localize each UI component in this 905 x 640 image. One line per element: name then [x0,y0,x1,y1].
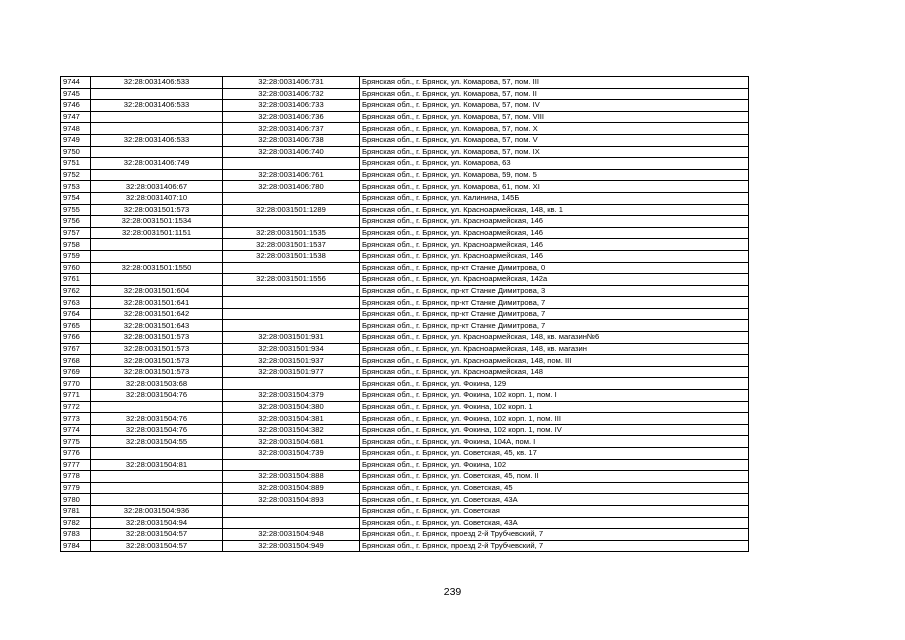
table-row [61,471,749,483]
address-cell: Брянская обл., г. Брянск, ул. Фокина, 104А, пом. I [360,436,749,448]
row-number-cell: 9754 [61,192,91,204]
row-number-cell: 9781 [61,505,91,517]
address-cell: Брянская обл., г. Брянск, ул. Красноармейская, 148, кв. магазин№6 [360,332,749,344]
object-number-cell: 32:28:0031406:736 [223,111,360,123]
object-number-cell: 32:28:0031406:732 [223,88,360,100]
table-row [61,297,749,309]
row-number-cell: 9750 [61,146,91,158]
address-cell: Брянская обл., г. Брянск, ул. Комарова, 57, пом. II [360,88,749,100]
row-number-cell: 9749 [61,134,91,146]
object-number-cell [223,320,360,332]
table-row [61,343,749,355]
row-number-cell: 9765 [61,320,91,332]
parcel-number-cell: 32:28:0031504:936 [91,505,223,517]
parcel-number-cell: 32:28:0031504:76 [91,390,223,402]
object-number-cell [223,192,360,204]
table-row [61,448,749,460]
row-number-cell: 9763 [61,297,91,309]
address-cell: Брянская обл., г. Брянск, проезд 2-й Трубчевский, 7 [360,529,749,541]
row-number-cell: 9774 [61,424,91,436]
row-number-cell: 9756 [61,216,91,228]
table-row [61,424,749,436]
row-number-cell: 9778 [61,471,91,483]
address-cell: Брянская обл., г. Брянск, проезд 2-й Трубчевский, 7 [360,540,749,552]
row-number-cell: 9762 [61,285,91,297]
parcel-number-cell [91,448,223,460]
parcel-number-cell: 32:28:0031407:10 [91,192,223,204]
address-cell: Брянская обл., г. Брянск, ул. Советская, 43А [360,494,749,506]
parcel-number-cell [91,482,223,494]
address-cell: Брянская обл., г. Брянск, ул. Комарова, 57, пом. IX [360,146,749,158]
row-number-cell: 9747 [61,111,91,123]
parcel-number-cell: 32:28:0031406:749 [91,158,223,170]
table-row [61,505,749,517]
row-number-cell: 9773 [61,413,91,425]
table-row [61,436,749,448]
object-number-cell [223,158,360,170]
parcel-number-cell: 32:28:0031504:76 [91,424,223,436]
address-cell: Брянская обл., г. Брянск, ул. Комарова, 57, пом. X [360,123,749,135]
row-number-cell: 9757 [61,227,91,239]
address-cell: Брянская обл., г. Брянск, ул. Фокина, 129 [360,378,749,390]
parcel-number-cell: 32:28:0031501:1534 [91,216,223,228]
row-number-cell: 9766 [61,332,91,344]
object-number-cell: 32:28:0031501:931 [223,332,360,344]
object-number-cell: 32:28:0031406:731 [223,77,360,89]
row-number-cell: 9767 [61,343,91,355]
address-cell: Брянская обл., г. Брянск, пр-кт Станке Димитрова, 7 [360,320,749,332]
address-cell: Брянская обл., г. Брянск, ул. Комарова, 61, пом. XI [360,181,749,193]
address-cell: Брянская обл., г. Брянск, пр-кт Станке Димитрова, 7 [360,308,749,320]
parcel-number-cell [91,494,223,506]
address-cell: Брянская обл., г. Брянск, ул. Комарова, 57, пом. IV [360,100,749,112]
parcel-number-cell: 32:28:0031501:642 [91,308,223,320]
object-number-cell: 32:28:0031504:379 [223,390,360,402]
registry-table-body [61,77,749,552]
object-number-cell [223,308,360,320]
table-row [61,77,749,89]
page-number: 239 [443,586,462,598]
object-number-cell: 32:28:0031501:977 [223,366,360,378]
parcel-number-cell: 32:28:0031501:641 [91,297,223,309]
table-row [61,158,749,170]
table-row [61,146,749,158]
object-number-cell [223,505,360,517]
object-number-cell: 32:28:0031406:737 [223,123,360,135]
object-number-cell: 32:28:0031406:780 [223,181,360,193]
table-row [61,274,749,286]
object-number-cell: 32:28:0031501:1556 [223,274,360,286]
parcel-number-cell: 32:28:0031503:68 [91,378,223,390]
table-row [61,123,749,135]
address-cell: Брянская обл., г. Брянск, ул. Комарова, 57, пом. VIII [360,111,749,123]
address-cell: Брянская обл., г. Брянск, ул. Комарова, 57, пом. III [360,77,749,89]
table-row [61,320,749,332]
address-cell: Брянская обл., г. Брянск, ул. Советская, 45, кв. 17 [360,448,749,460]
address-cell: Брянская обл., г. Брянск, ул. Фокина, 102 [360,459,749,471]
address-cell: Брянская обл., г. Брянск, пр-кт Станке Димитрова, 0 [360,262,749,274]
table-row [61,355,749,367]
address-cell: Брянская обл., г. Брянск, ул. Советская [360,505,749,517]
table-row [61,227,749,239]
address-cell: Брянская обл., г. Брянск, ул. Фокина, 102 корп. 1, пом. I [360,390,749,402]
parcel-number-cell [91,169,223,181]
table-row [61,378,749,390]
table-row [61,192,749,204]
parcel-number-cell: 32:28:0031504:81 [91,459,223,471]
address-cell: Брянская обл., г. Брянск, ул. Красноармейская, 146 [360,239,749,251]
address-cell: Брянская обл., г. Брянск, ул. Красноармейская, 146 [360,250,749,262]
parcel-number-cell: 32:28:0031501:573 [91,204,223,216]
table-row [61,308,749,320]
row-number-cell: 9759 [61,250,91,262]
parcel-number-cell: 32:28:0031501:573 [91,355,223,367]
row-number-cell: 9752 [61,169,91,181]
object-number-cell: 32:28:0031504:948 [223,529,360,541]
row-number-cell: 9755 [61,204,91,216]
object-number-cell [223,459,360,471]
table-row [61,482,749,494]
row-number-cell: 9761 [61,274,91,286]
row-number-cell: 9769 [61,366,91,378]
parcel-number-cell [91,146,223,158]
parcel-number-cell: 32:28:0031504:94 [91,517,223,529]
address-cell: Брянская обл., г. Брянск, ул. Фокина, 102 корп. 1 [360,401,749,413]
row-number-cell: 9775 [61,436,91,448]
object-number-cell: 32:28:0031501:1538 [223,250,360,262]
parcel-number-cell: 32:28:0031501:573 [91,366,223,378]
address-cell: Брянская обл., г. Брянск, ул. Красноармейская, 146 [360,216,749,228]
table-row [61,134,749,146]
object-number-cell: 32:28:0031504:949 [223,540,360,552]
parcel-number-cell [91,111,223,123]
table-row [61,413,749,425]
address-cell: Брянская обл., г. Брянск, пр-кт Станке Димитрова, 3 [360,285,749,297]
table-row [61,216,749,228]
object-number-cell [223,216,360,228]
parcel-number-cell [91,239,223,251]
parcel-number-cell [91,123,223,135]
parcel-number-cell: 32:28:0031406:533 [91,134,223,146]
table-row [61,285,749,297]
table-row [61,204,749,216]
object-number-cell: 32:28:0031406:733 [223,100,360,112]
parcel-number-cell [91,471,223,483]
address-cell: Брянская обл., г. Брянск, ул. Красноармейская, 148, кв. 1 [360,204,749,216]
parcel-number-cell: 32:28:0031501:573 [91,343,223,355]
table-row [61,401,749,413]
table-row [61,181,749,193]
object-number-cell: 32:28:0031504:889 [223,482,360,494]
parcel-number-cell: 32:28:0031501:643 [91,320,223,332]
parcel-number-cell [91,250,223,262]
address-cell: Брянская обл., г. Брянск, ул. Комарова, 63 [360,158,749,170]
row-number-cell: 9784 [61,540,91,552]
row-number-cell: 9783 [61,529,91,541]
row-number-cell: 9760 [61,262,91,274]
row-number-cell: 9772 [61,401,91,413]
address-cell: Брянская обл., г. Брянск, ул. Красноармейская, 142а [360,274,749,286]
table-row [61,239,749,251]
table-row [61,459,749,471]
row-number-cell: 9748 [61,123,91,135]
row-number-cell: 9770 [61,378,91,390]
object-number-cell [223,378,360,390]
object-number-cell: 32:28:0031501:937 [223,355,360,367]
object-number-cell: 32:28:0031504:380 [223,401,360,413]
address-cell: Брянская обл., г. Брянск, ул. Фокина, 102 корп. 1, пом. IV [360,424,749,436]
object-number-cell [223,285,360,297]
object-number-cell: 32:28:0031501:1289 [223,204,360,216]
row-number-cell: 9746 [61,100,91,112]
row-number-cell: 9768 [61,355,91,367]
row-number-cell: 9779 [61,482,91,494]
address-cell: Брянская обл., г. Брянск, ул. Советская, 43А [360,517,749,529]
parcel-number-cell: 32:28:0031406:533 [91,100,223,112]
table-row [61,517,749,529]
object-number-cell: 32:28:0031406:740 [223,146,360,158]
object-number-cell [223,262,360,274]
object-number-cell: 32:28:0031501:1535 [223,227,360,239]
table-row [61,529,749,541]
address-cell: Брянская обл., г. Брянск, ул. Калинина, 145Б [360,192,749,204]
object-number-cell: 32:28:0031504:739 [223,448,360,460]
table-row [61,250,749,262]
table-row [61,494,749,506]
address-cell: Брянская обл., г. Брянск, ул. Комарова, 57, пом. V [360,134,749,146]
address-cell: Брянская обл., г. Брянск, пр-кт Станке Димитрова, 7 [360,297,749,309]
object-number-cell [223,517,360,529]
object-number-cell: 32:28:0031501:934 [223,343,360,355]
object-number-cell [223,297,360,309]
object-number-cell: 32:28:0031504:888 [223,471,360,483]
address-cell: Брянская обл., г. Брянск, ул. Красноармейская, 146 [360,227,749,239]
row-number-cell: 9776 [61,448,91,460]
parcel-number-cell: 32:28:0031501:1550 [91,262,223,274]
address-cell: Брянская обл., г. Брянск, ул. Советская, 45 [360,482,749,494]
address-cell: Брянская обл., г. Брянск, ул. Советская, 45, пом. II [360,471,749,483]
address-cell: Брянская обл., г. Брянск, ул. Фокина, 102 корп. 1, пом. III [360,413,749,425]
parcel-number-cell: 32:28:0031406:533 [91,77,223,89]
table-row [61,366,749,378]
parcel-number-cell: 32:28:0031501:1151 [91,227,223,239]
object-number-cell: 32:28:0031504:893 [223,494,360,506]
row-number-cell: 9764 [61,308,91,320]
object-number-cell: 32:28:0031406:738 [223,134,360,146]
row-number-cell: 9744 [61,77,91,89]
row-number-cell: 9758 [61,239,91,251]
table-row [61,88,749,100]
row-number-cell: 9751 [61,158,91,170]
table-row [61,540,749,552]
parcel-number-cell: 32:28:0031504:55 [91,436,223,448]
table-row [61,169,749,181]
address-cell: Брянская обл., г. Брянск, ул. Комарова, 59, пом. 5 [360,169,749,181]
table-row [61,100,749,112]
parcel-number-cell: 32:28:0031406:67 [91,181,223,193]
row-number-cell: 9771 [61,390,91,402]
parcel-number-cell [91,88,223,100]
object-number-cell: 32:28:0031504:381 [223,413,360,425]
object-number-cell: 32:28:0031504:382 [223,424,360,436]
table-row [61,390,749,402]
row-number-cell: 9753 [61,181,91,193]
parcel-number-cell: 32:28:0031504:57 [91,529,223,541]
row-number-cell: 9745 [61,88,91,100]
object-number-cell: 32:28:0031504:681 [223,436,360,448]
row-number-cell: 9780 [61,494,91,506]
parcel-number-cell: 32:28:0031501:573 [91,332,223,344]
address-cell: Брянская обл., г. Брянск, ул. Красноармейская, 148, кв. магазин [360,343,749,355]
table-row [61,332,749,344]
parcel-number-cell: 32:28:0031504:57 [91,540,223,552]
row-number-cell: 9777 [61,459,91,471]
registry-table [60,76,749,552]
address-cell: Брянская обл., г. Брянск, ул. Красноармейская, 148 [360,366,749,378]
parcel-number-cell: 32:28:0031504:76 [91,413,223,425]
table-row [61,111,749,123]
object-number-cell: 32:28:0031501:1537 [223,239,360,251]
parcel-number-cell: 32:28:0031501:604 [91,285,223,297]
parcel-number-cell [91,274,223,286]
parcel-number-cell [91,401,223,413]
table-row [61,262,749,274]
address-cell: Брянская обл., г. Брянск, ул. Красноармейская, 148, пом. III [360,355,749,367]
object-number-cell: 32:28:0031406:761 [223,169,360,181]
row-number-cell: 9782 [61,517,91,529]
